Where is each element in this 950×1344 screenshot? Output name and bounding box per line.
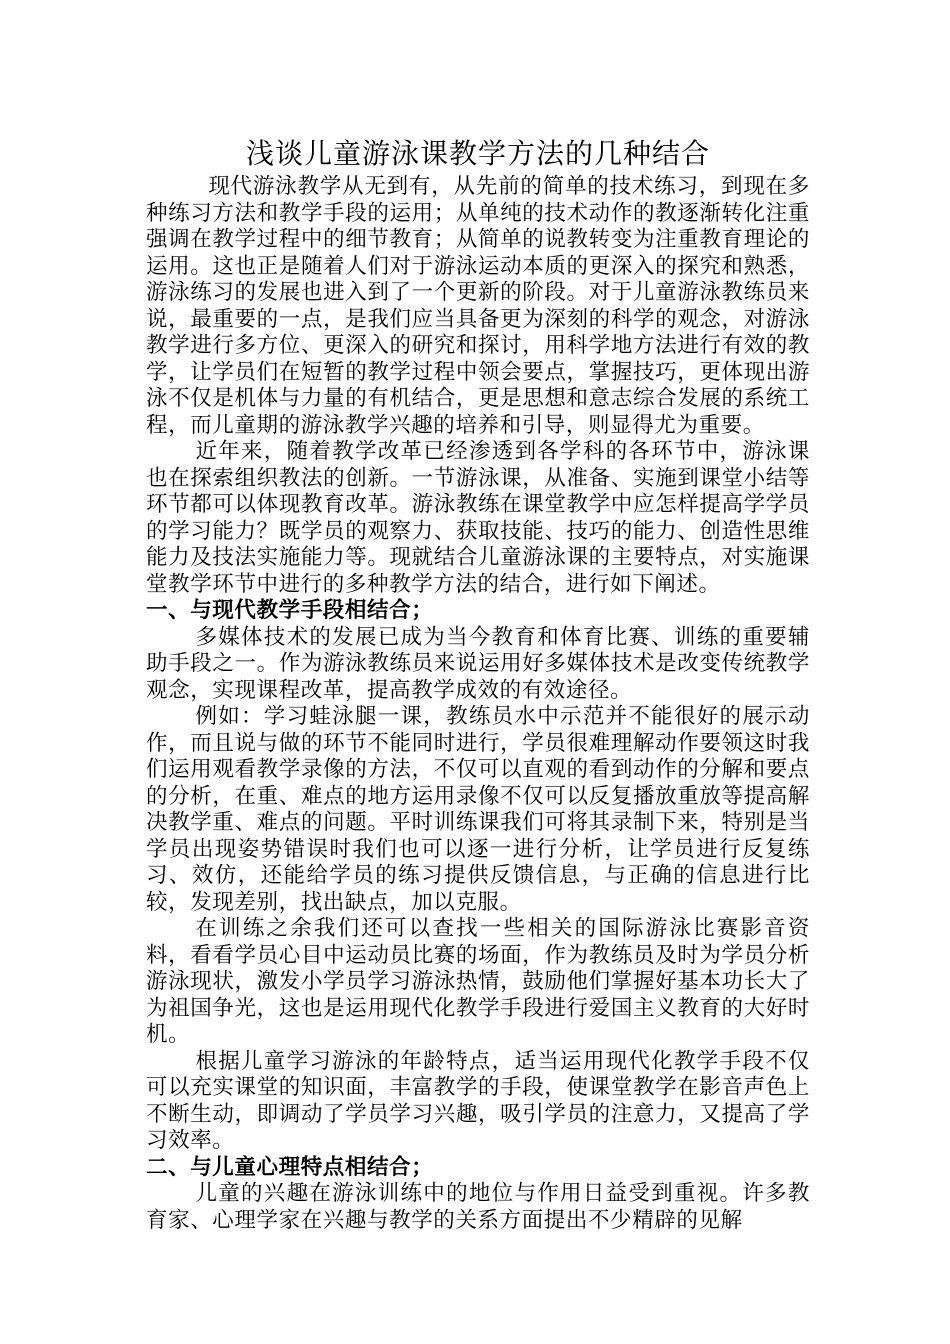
document-title: 浅谈儿童游泳课教学方法的几种结合 — [245, 137, 710, 170]
section-2 — [146, 1155, 810, 1235]
section-1-paragraph-3: 在训练之余我们还可以查找一些相关的国际游泳比赛影音资料，看看学员心目中运动员比赛的场面，作为教练员及时为学员分析游泳现状，激发小学员学习游泳热情，鼓励他们掌握好基本功长大了为祖国争光，这也是运用现代化教学手段进行爱国主义教育的大好时机。 — [146, 916, 810, 1047]
section-2-heading: 二、与儿童心理特点相结合； — [146, 1154, 434, 1180]
section-1-heading: 一、与现代教学手段相结合； — [146, 598, 434, 623]
intro-paragraph-1: 现代游泳教学从无到有，从先前的简单的技术练习，到现在多种练习方法和教学手段的运用；从单纯的技术动作的教逐渐转化注重强调在教学过程中的细节教育；从简单的说教转变为注重教育理论的运用。这也正是随着人们对于游泳运动本质的更深入的探究和熟悉，游泳练习的发展也进入到了一个更新的阶段。对于儿童游泳教练员来说，最重要的一点，是我们应当具备更为深刻的科学的观念，对游泳教学进行多方位、更深入的研究和探讨，用科学地方法进行有效的教学，让学员们在短暂的教学过程中领会要点，掌握技巧，更体现出游泳不仅是机体与力量的有机结合，更是思想和意志综合发展的系统工程，而儿童期的游泳教学兴趣的培养和引导，则显得尤为重要。 — [146, 174, 810, 438]
section-1-paragraph-4: 根据儿童学习游泳的年龄特点，适当运用现代化教学手段不仅可以充实课堂的知识面，丰富教学的手段，使课堂教学在影音声色上不断生动，即调动了学员学习兴趣，吸引学员的注意力，又提高了学习效率。 — [146, 1048, 810, 1153]
section-1 — [146, 598, 810, 1155]
section-1-paragraph-2: 例如：学习蛙泳腿一课，教练员水中示范并不能很好的展示动作，而且说与做的环节不能同时进行，学员很难理解动作要领这时我们运用观看教学录像的方法，不仅可以直观的看到动作的分解和要点的分析，在重、难点的地方运用录像不仅可以反复播放重放等提高解决教学重、难点的问题。平时训练课我们可将其录制下来，特别是当学员出现姿势错误时我们也可以逐一进行分析，让学员进行反复练习、效仿，还能给学员的练习提供反馈信息，与正确的信息进行比较，发现差别，找出缺点，加以克服。 — [146, 704, 810, 915]
document-page — [146, 134, 810, 1234]
intro-paragraph-2: 近年来，随着教学改革已经渗透到各学科的各环节中，游泳课也在探索组织教法的创新。一节游泳课，从准备、实施到课堂小结等环节都可以体现教育改革。游泳教练在课堂教学中应怎样提高学学员的学习能力？既学员的观察力、获取技能、技巧的能力、创造性思维能力及技法实施能力等。现就结合儿童游泳课的主要特点，对实施课堂教学环节中进行的多种教学方法的结合，进行如下阐述。 — [146, 439, 810, 597]
section-2-paragraph-1: 儿童的兴趣在游泳训练中的地位与作用日益受到重视。许多教育家、心理学家在兴趣与教学的关系方面提出不少精辟的见解 — [146, 1181, 810, 1233]
section-1-paragraph-1: 多媒体技术的发展已成为当今教育和体育比赛、训练的重要辅助手段之一。作为游泳教练员来说运用好多媒体技术是改变传统教学观念，实现课程改革，提高教学成效的有效途径。 — [146, 624, 810, 703]
